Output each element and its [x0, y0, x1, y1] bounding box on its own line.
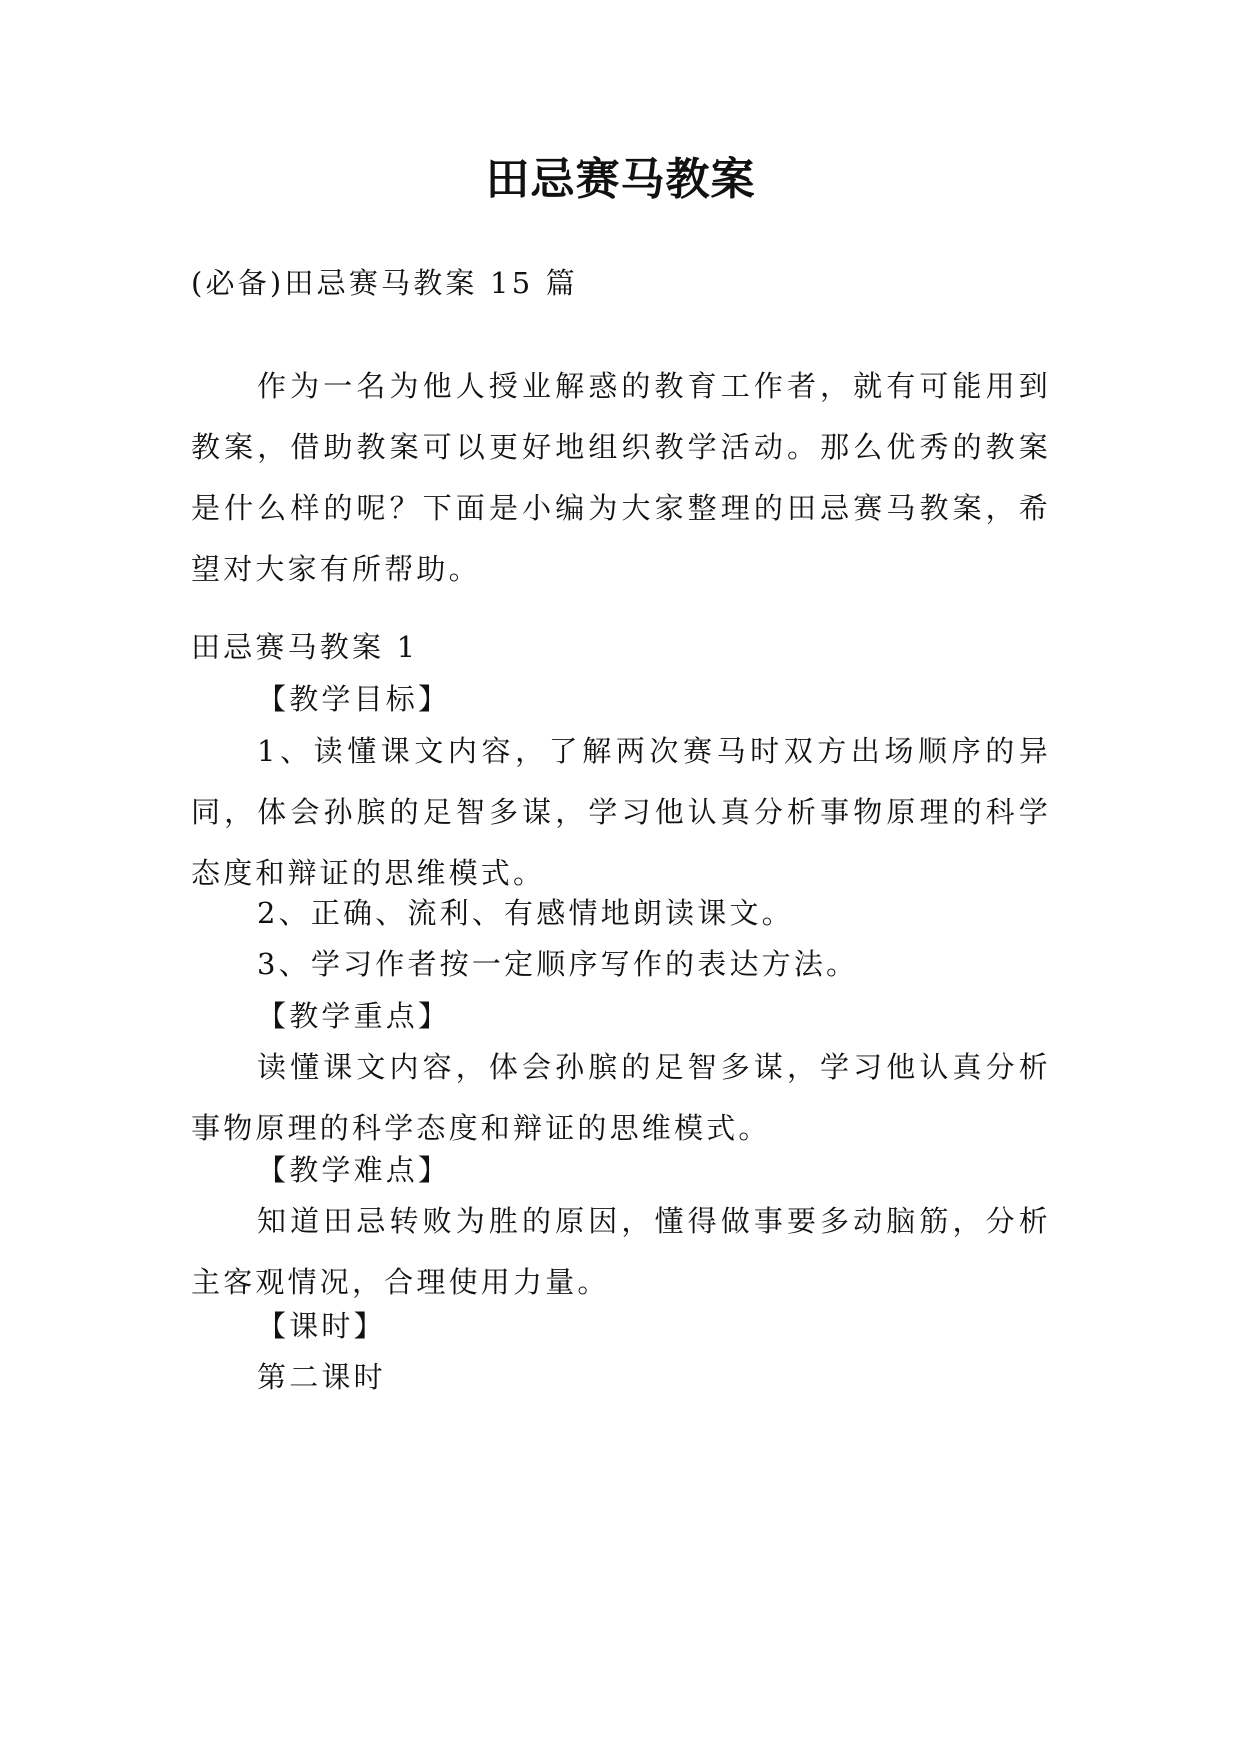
- intro-paragraph: 作为一名为他人授业解惑的教育工作者，就有可能用到教案，借助教案可以更好地组织教学活动。那么优秀的教案是什么样的呢？下面是小编为大家整理的田忌赛马教案，希望对大家有所帮助。: [191, 369, 1051, 586]
- section-heading: 田忌赛马教案 1: [191, 630, 419, 664]
- period-label: 【课时】: [257, 1309, 386, 1343]
- focus-label: 【教学重点】: [257, 999, 451, 1033]
- goals-label: 【教学目标】: [257, 682, 451, 716]
- document-title: 田忌赛马教案: [485, 154, 756, 205]
- difficulty-text: 知道田忌转败为胜的原因，懂得做事要多动脑筋，分析主客观情况，合理使用力量。: [191, 1204, 1051, 1299]
- goal-item-2: 2、正确、流利、有感情地朗读课文。: [257, 896, 794, 930]
- difficulty-label: 【教学难点】: [257, 1153, 451, 1187]
- goal-item-3: 3、学习作者按一定顺序写作的表达方法。: [257, 947, 859, 981]
- goal-item-1: 1、读懂课文内容，了解两次赛马时双方出场顺序的异同，体会孙膑的足智多谋，学习他认真分析事物原理的科学态度和辩证的思维模式。: [191, 734, 1051, 890]
- document-subtitle: (必备)田忌赛马教案 15 篇: [191, 266, 578, 300]
- period-text: 第二课时: [257, 1360, 386, 1394]
- focus-text: 读懂课文内容，体会孙膑的足智多谋，学习他认真分析事物原理的科学态度和辩证的思维模式。: [191, 1050, 1051, 1145]
